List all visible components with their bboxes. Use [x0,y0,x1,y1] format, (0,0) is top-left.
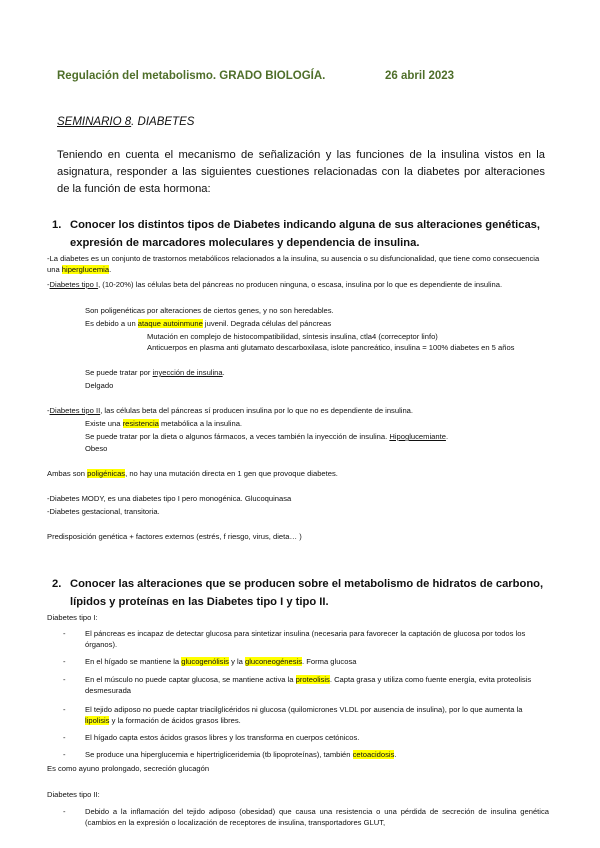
header-title: Regulación del metabolismo. GRADO BIOLOGÍA. [57,70,326,82]
highlight-lipolisis: lipolisis [85,716,110,726]
document-header [57,70,455,82]
bullet-text: En el hígado se mantiene la [85,657,182,666]
type2-prefix: - [47,406,50,415]
bullet-dash: - [63,629,66,638]
fasting-note: Es como ayuno prolongado, secreción glucagón [47,764,210,773]
seminar-heading [57,116,194,128]
type2-treatment-underlined: Hipoglucemiante [389,432,446,441]
diabetes-mody: -Diabetes MODY, es una diabetes tipo I pero monogénica. Glucoquinasa [47,494,292,503]
type2-definition [47,405,549,416]
bullet-dash: - [63,807,66,816]
bullet-text: Debido a la inflamación del tejido adiposo (obesidad) que causa una resistencia o una pérdida de secreción de insulina genética (cambios en la expresión o localización de receptores de insulina, transportadores GLUT, [85,807,549,828]
diabetes-definition [47,253,549,275]
question-1-heading [52,216,552,252]
type2-treatment [85,431,448,442]
header-date: 26 abril 2023 [385,70,455,82]
bullet-text: El tejido adiposo no puede captar triacilglicéridos ni glucosa (quilomicrones VLDL por ausencia de insulina), por lo que aumenta la [85,705,523,714]
seminar-title: . DIABETES [131,116,195,128]
bullet-text: Se produce una hiperglucemia e hipertrigliceridemia (tb lipoproteínas), también [85,750,353,759]
type2-section-title: Diabetes tipo II: [47,790,100,799]
question-2-text: Conocer las alteraciones que se producen sobre el metabolismo de hidratos de carbono, lípidos y proteínas en las Diabetes tipo I y tipo II. [70,578,544,608]
type1-treatment [85,367,225,378]
type2-treatment-text: Se puede tratar por la dieta o algunos fármacos, a veces también la inyección de insulina. [85,432,390,441]
type2-treatment-end: . [445,432,449,441]
autoimmune-end: juvenil. Degrada células del páncreas [202,319,332,328]
bullet-text: . Forma glucosa [302,657,357,666]
question-1-number: 1. [52,219,62,231]
list-item [63,732,549,743]
highlight-poligenicas: poligénicas [87,469,126,478]
bullet-text: El páncreas es incapaz de detectar glucosa para sintetizar insulina (necesaria para favorecer la captación de glucosa por todos los órganos). [85,629,526,650]
intro-paragraph: Teniendo en cuenta el mecanismo de señalización y las funciones de la insulina vistos en la asignatura, responder a las siguientes cuestiones relacionadas con la diabetes por alteraciones de la función de esta hormona: [57,149,545,195]
resistance-text: Existe una [85,419,123,428]
highlight-gluconeogenesis: gluconeogénesis [245,657,303,666]
type2-resistance [85,418,242,429]
bullet-text: . [394,750,397,759]
bullet-text: y la formación de ácidos grasos libres. [109,716,241,726]
type2-text: , las células beta del páncreas sí producen insulina por lo que no es dependiente de insulina. [100,406,414,415]
highlight-ataque-autoinmune: ataque autoinmune [137,319,203,328]
list-item [63,656,549,667]
treatment-end: . [222,368,225,377]
type1-polygenic: Son poligenéticas por alteraciones de ciertos genes, y no son heredables. [85,306,334,315]
question-1-text: Conocer los distintos tipos de Diabetes indicando alguna de sus alteraciones genéticas, expresión de marcadores moleculares y dependencia de insulina. [70,219,540,249]
definition-text: -La diabetes es un conjunto de trastornos metabólicos relacionados a la insulina, su ausencia o su disfuncionalidad, que tiene como consecuencia una [47,254,540,275]
autoimmune-text: Es debido a un [85,319,138,328]
type1-prefix: - [47,280,50,289]
bullet-text: El hígado capta estos ácidos grasos libres y los transforma en cuerpos cetónicos. [85,733,360,742]
type1-autoimmune [85,318,331,329]
type1-thin: Delgado [85,381,114,390]
both-polygenic [47,468,338,479]
highlight-proteolisis: proteolisis [295,675,330,684]
type1-section-title: Diabetes tipo I: [47,613,98,622]
bullet-text: En el músculo no puede captar glucosa, se mantiene activa la [85,675,296,684]
highlight-glucogenolisis: glucogenólisis [181,657,229,666]
seminar-label: SEMINARIO 8 [57,116,132,128]
definition-end: . [109,265,112,275]
list-item [63,749,549,760]
question-2-heading [52,575,552,611]
treatment-text: Se puede tratar por [85,368,153,377]
diabetes-gestational: -Diabetes gestacional, transitoria. [47,507,160,516]
type1-mutation: Mutación en complejo de histocompatibilidad, síntesis insulina, ctla4 (correceptor linfo) [147,332,438,341]
type1-text: , (10-20%) las células beta del páncreas no producen ninguna, o escasa, insulina por lo que es dependiente de insulina. [98,280,503,289]
question-2-number: 2. [52,578,62,590]
list-item [63,806,549,828]
type1-antibodies: Anticuerpos en plasma anti glutamato descarboxilasa, islote pancreático, insulina = 100% diabetes en 5 años [147,343,515,352]
both-text: Ambas son [47,469,88,478]
type1-definition [47,279,549,290]
bullet-text: y la [228,657,246,666]
bullet-dash: - [63,657,66,666]
list-item [63,628,549,650]
list-item [63,674,549,696]
list-item [63,704,549,726]
resistance-end: metabólica a la insulina. [158,419,243,428]
bullet-dash: - [63,750,66,759]
type2-label: Diabetes tipo II [49,406,101,415]
predisposition-note: Predisposición genética + factores externos (estrés, f riesgo, virus, dieta… ) [47,532,302,541]
bullet-dash: - [63,705,66,714]
bullet-dash: - [63,733,66,742]
type1-label: Diabetes tipo I [49,280,99,289]
highlight-resistencia: resistencia [122,419,159,428]
treatment-underlined: inyección de insulina [152,368,223,377]
both-end: , no hay una mutación directa en 1 gen que provoque diabetes. [125,469,338,478]
type2-obese: Obeso [85,444,108,453]
bullet-dash: - [63,675,66,684]
highlight-hiperglucemia: hiperglucemia [61,265,110,275]
bullet-text: . Capta grasa y utiliza como fuente energía, evita proteolisis desmesurada [85,675,532,696]
highlight-cetoacidosis: cetoacidosis [352,750,395,759]
